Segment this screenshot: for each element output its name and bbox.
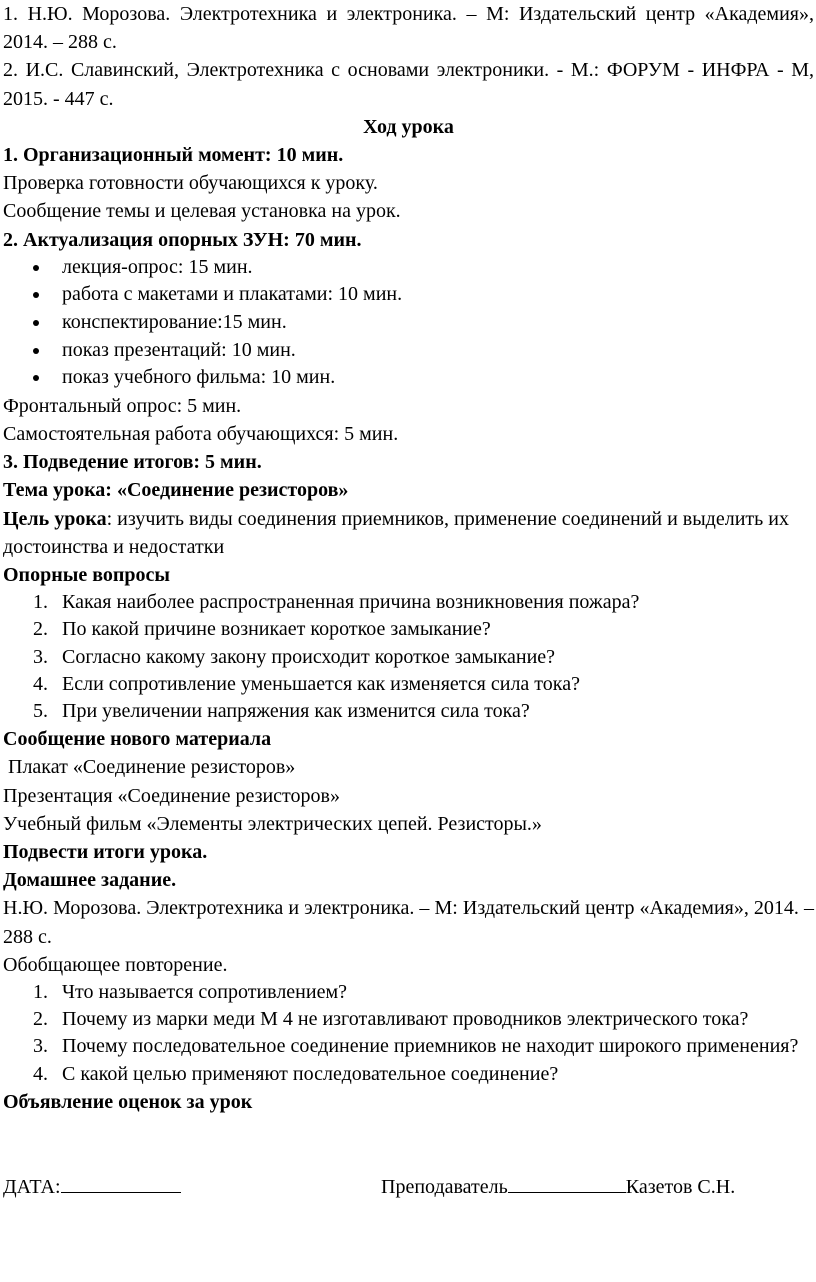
stage2-bullet-list — [3, 254, 814, 392]
bullet-icon — [33, 292, 39, 298]
date-field: ДАТА: — [3, 1172, 181, 1201]
review-item: 3. Почему последовательное соединение приемников не находит широкого применения? — [33, 1035, 799, 1058]
stage1-line: Сообщение темы и целевая установка на урок. — [3, 200, 401, 223]
stage2-after-line: Фронтальный опрос: 5 мин. — [3, 394, 242, 417]
summary-heading: Подвести итоги урока. — [3, 841, 208, 864]
question-item: 4. Если сопротивление уменьшается как изменяется сила тока? — [33, 672, 580, 695]
question-item: 3. Согласно какому закону происходит короткое замыкание? — [33, 645, 556, 668]
teacher-name: Казетов С.Н. — [625, 1176, 736, 1199]
stage3-heading: 3. Подведение итогов: 5 мин. — [3, 451, 262, 474]
lesson-title: Ход урока — [363, 115, 454, 138]
material-line: Учебный фильм «Элементы электрических цепей. Резисторы.» — [3, 812, 542, 835]
grades-heading: Объявление оценок за урок — [3, 1090, 253, 1113]
bullet-item: лекция-опрос: 15 мин. — [3, 254, 814, 282]
signature-footer — [3, 1172, 814, 1200]
homework-reference: Н.Ю. Морозова. Электротехника и электроника. – М: Издательский центр «Академия», 2014. – 288 с. — [3, 897, 814, 948]
review-item: 1. Что называется сопротивлением? — [33, 981, 347, 1004]
bullet-icon — [33, 375, 39, 381]
question-item: 2. По какой причине возникает короткое замыкание? — [33, 618, 491, 641]
stage2-heading: 2. Актуализация опорных ЗУН: 70 мин. — [3, 228, 362, 251]
bullet-icon — [33, 348, 39, 354]
teacher-blank-line — [508, 1172, 626, 1193]
homework-heading: Домашнее задание. — [3, 869, 177, 892]
new-material-heading: Сообщение нового материала — [3, 728, 272, 751]
material-line: Презентация «Соединение резисторов» — [3, 784, 340, 807]
bullet-item: показ презентаций: 10 мин. — [3, 337, 814, 365]
question-item: 1. Какая наиболее распространенная причина возникновения пожара? — [33, 591, 640, 614]
stage1-line: Проверка готовности обучающихся к уроку. — [3, 172, 378, 195]
date-blank-line — [61, 1172, 181, 1193]
bullet-item: конспектирование:15 мин. — [3, 309, 814, 337]
lesson-goal — [3, 505, 814, 561]
bullet-item: показ учебного фильма: 10 мин. — [3, 364, 814, 392]
material-line: Плакат «Соединение резисторов» — [3, 756, 296, 779]
review-item: 2. Почему из марки меди М 4 не изготавливают проводников электрического тока? — [33, 1008, 749, 1031]
goal-label: Цель урока — [3, 507, 107, 530]
review-label: Обобщающее повторение. — [3, 953, 228, 976]
stage1-heading: 1. Организационный момент: 10 мин. — [3, 144, 344, 167]
reference-1: 1. Н.Ю. Морозова. Электротехника и электроника. – М: Издательский центр «Академия», 2014. – 288 с. — [3, 3, 814, 54]
bullet-icon — [33, 320, 39, 326]
bullet-item: работа с макетами и плакатами: 10 мин. — [3, 281, 814, 309]
questions-heading: Опорные вопросы — [3, 564, 171, 587]
bullet-icon — [33, 265, 39, 271]
review-item: 4. С какой целью применяют последовательное соединение? — [33, 1062, 559, 1085]
stage2-after-line: Самостоятельная работа обучающихся: 5 мин. — [3, 423, 399, 445]
lesson-topic: Тема урока: «Соединение резисторов» — [3, 479, 349, 502]
reference-2: 2. И.С. Славинский, Электротехника с основами электроники. - М.: ФОРУМ - ИНФРА - М, 2015. - 447 с. — [3, 59, 814, 110]
teacher-field: Преподаватель Казетов С.Н. — [381, 1172, 735, 1201]
questions-list — [3, 589, 814, 725]
question-item: 5. При увеличении напряжения как изменится сила тока? — [33, 700, 530, 723]
goal-text: : изучить виды соединения приемников, применение соединений и выделить их достоинства и недостатки — [3, 507, 789, 558]
review-list — [3, 979, 814, 1088]
